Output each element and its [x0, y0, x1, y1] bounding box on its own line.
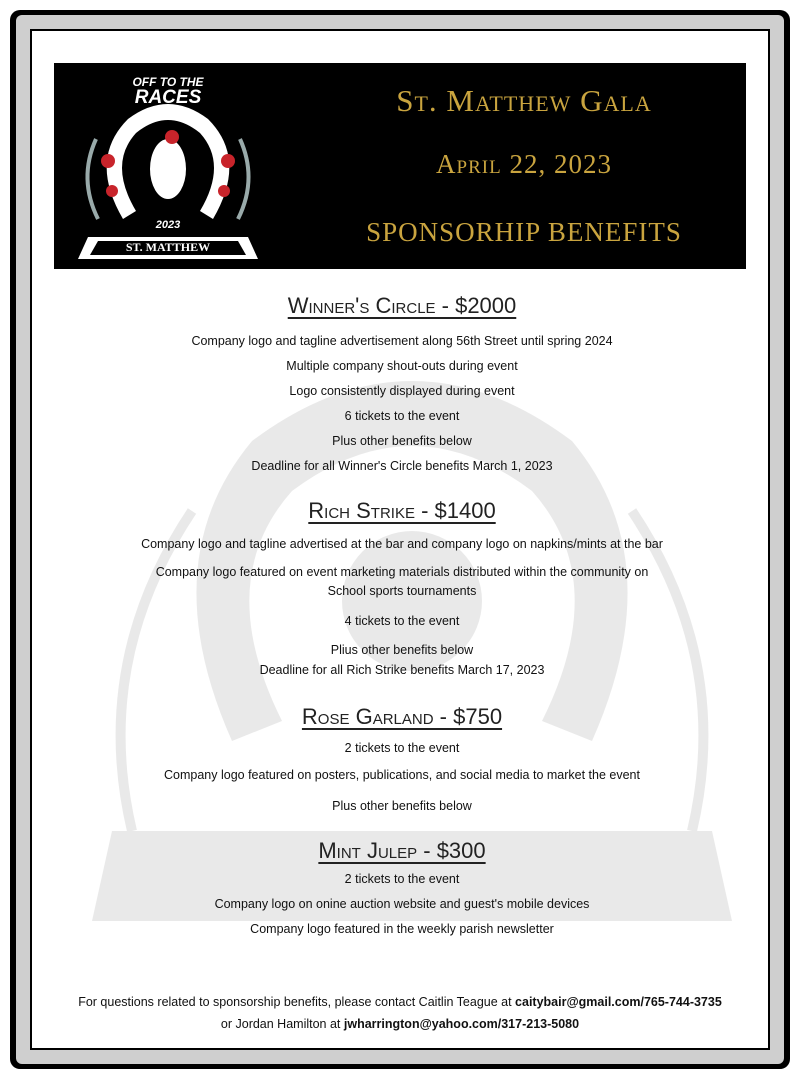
logo-main-text: RACES	[134, 87, 202, 108]
gala-date: April 22, 2023	[436, 149, 612, 179]
benefit-line: 2 tickets to the event	[344, 741, 460, 755]
tier-title: Winner's Circle - $2000	[287, 293, 517, 318]
tier-title: Rose Garland - $750	[301, 704, 503, 729]
benefit-line: Multiple company shout-outs during event	[286, 359, 518, 373]
benefit-line: Company logo featured on event marketing materials distributed within the community on	[155, 565, 649, 579]
logo-year-text: 2023	[155, 219, 181, 231]
contact-text-2: or Jordan Hamilton at	[220, 1017, 344, 1031]
contact-footer	[32, 991, 768, 1035]
contact-caitlin[interactable]: caitybair@gmail.com/765-744-3735	[515, 995, 722, 1009]
benefit-line: Company logo on onine auction website and guest's mobile devices	[214, 897, 590, 911]
benefits-heading: SPONSORHIP BENEFITS	[366, 217, 682, 247]
benefit-line: 2 tickets to the event	[344, 872, 460, 886]
benefit-line: Company logo featured in the weekly parish newsletter	[250, 922, 554, 936]
contact-jordan[interactable]: jwharrington@yahoo.com/317-213-5080	[343, 1017, 580, 1031]
benefit-line: 4 tickets to the event	[344, 614, 460, 628]
benefit-line: Company logo featured on posters, publications, and social media to market the event	[164, 768, 640, 782]
benefit-line: School sports tournaments	[327, 584, 477, 598]
tier-mint-julep	[32, 838, 770, 937]
benefit-line: Deadline for all Winner's Circle benefits March 1, 2023	[251, 459, 553, 473]
logo-banner-text: ST. MATTHEW	[125, 240, 211, 254]
benefit-line: Logo consistently displayed during event	[289, 384, 515, 398]
race-logo	[68, 69, 268, 265]
gala-title: St. Matthew Gala	[396, 83, 652, 118]
contact-text-1: For questions related to sponsorship benefits, please contact Caitlin Teague at	[78, 995, 516, 1009]
tier-rich-strike	[32, 498, 770, 678]
tier-title: Rich Strike - $1400	[308, 498, 496, 523]
sponsorship-content	[32, 293, 770, 937]
benefit-line: Company logo and tagline advertisement along 56th Street until spring 2024	[191, 334, 613, 348]
benefit-line: Plus other benefits below	[332, 799, 472, 813]
tier-winners-circle	[32, 293, 770, 474]
header-banner	[54, 63, 746, 269]
contact-line-1	[32, 991, 768, 1013]
logo-top-text: OFF TO THE	[132, 75, 204, 89]
tier-title: Mint Julep - $300	[318, 838, 486, 863]
benefit-line: Deadline for all Rich Strike benefits March 17, 2023	[259, 663, 545, 677]
benefit-line: Plius other benefits below	[330, 643, 474, 657]
benefit-line: Plus other benefits below	[332, 434, 472, 448]
benefit-line: Company logo and tagline advertised at the bar and company logo on napkins/mints at the bar	[141, 537, 663, 551]
flyer-page	[30, 29, 770, 1050]
benefit-line: 6 tickets to the event	[344, 409, 460, 423]
contact-line-2	[32, 1013, 768, 1035]
tier-rose-garland	[32, 704, 770, 814]
